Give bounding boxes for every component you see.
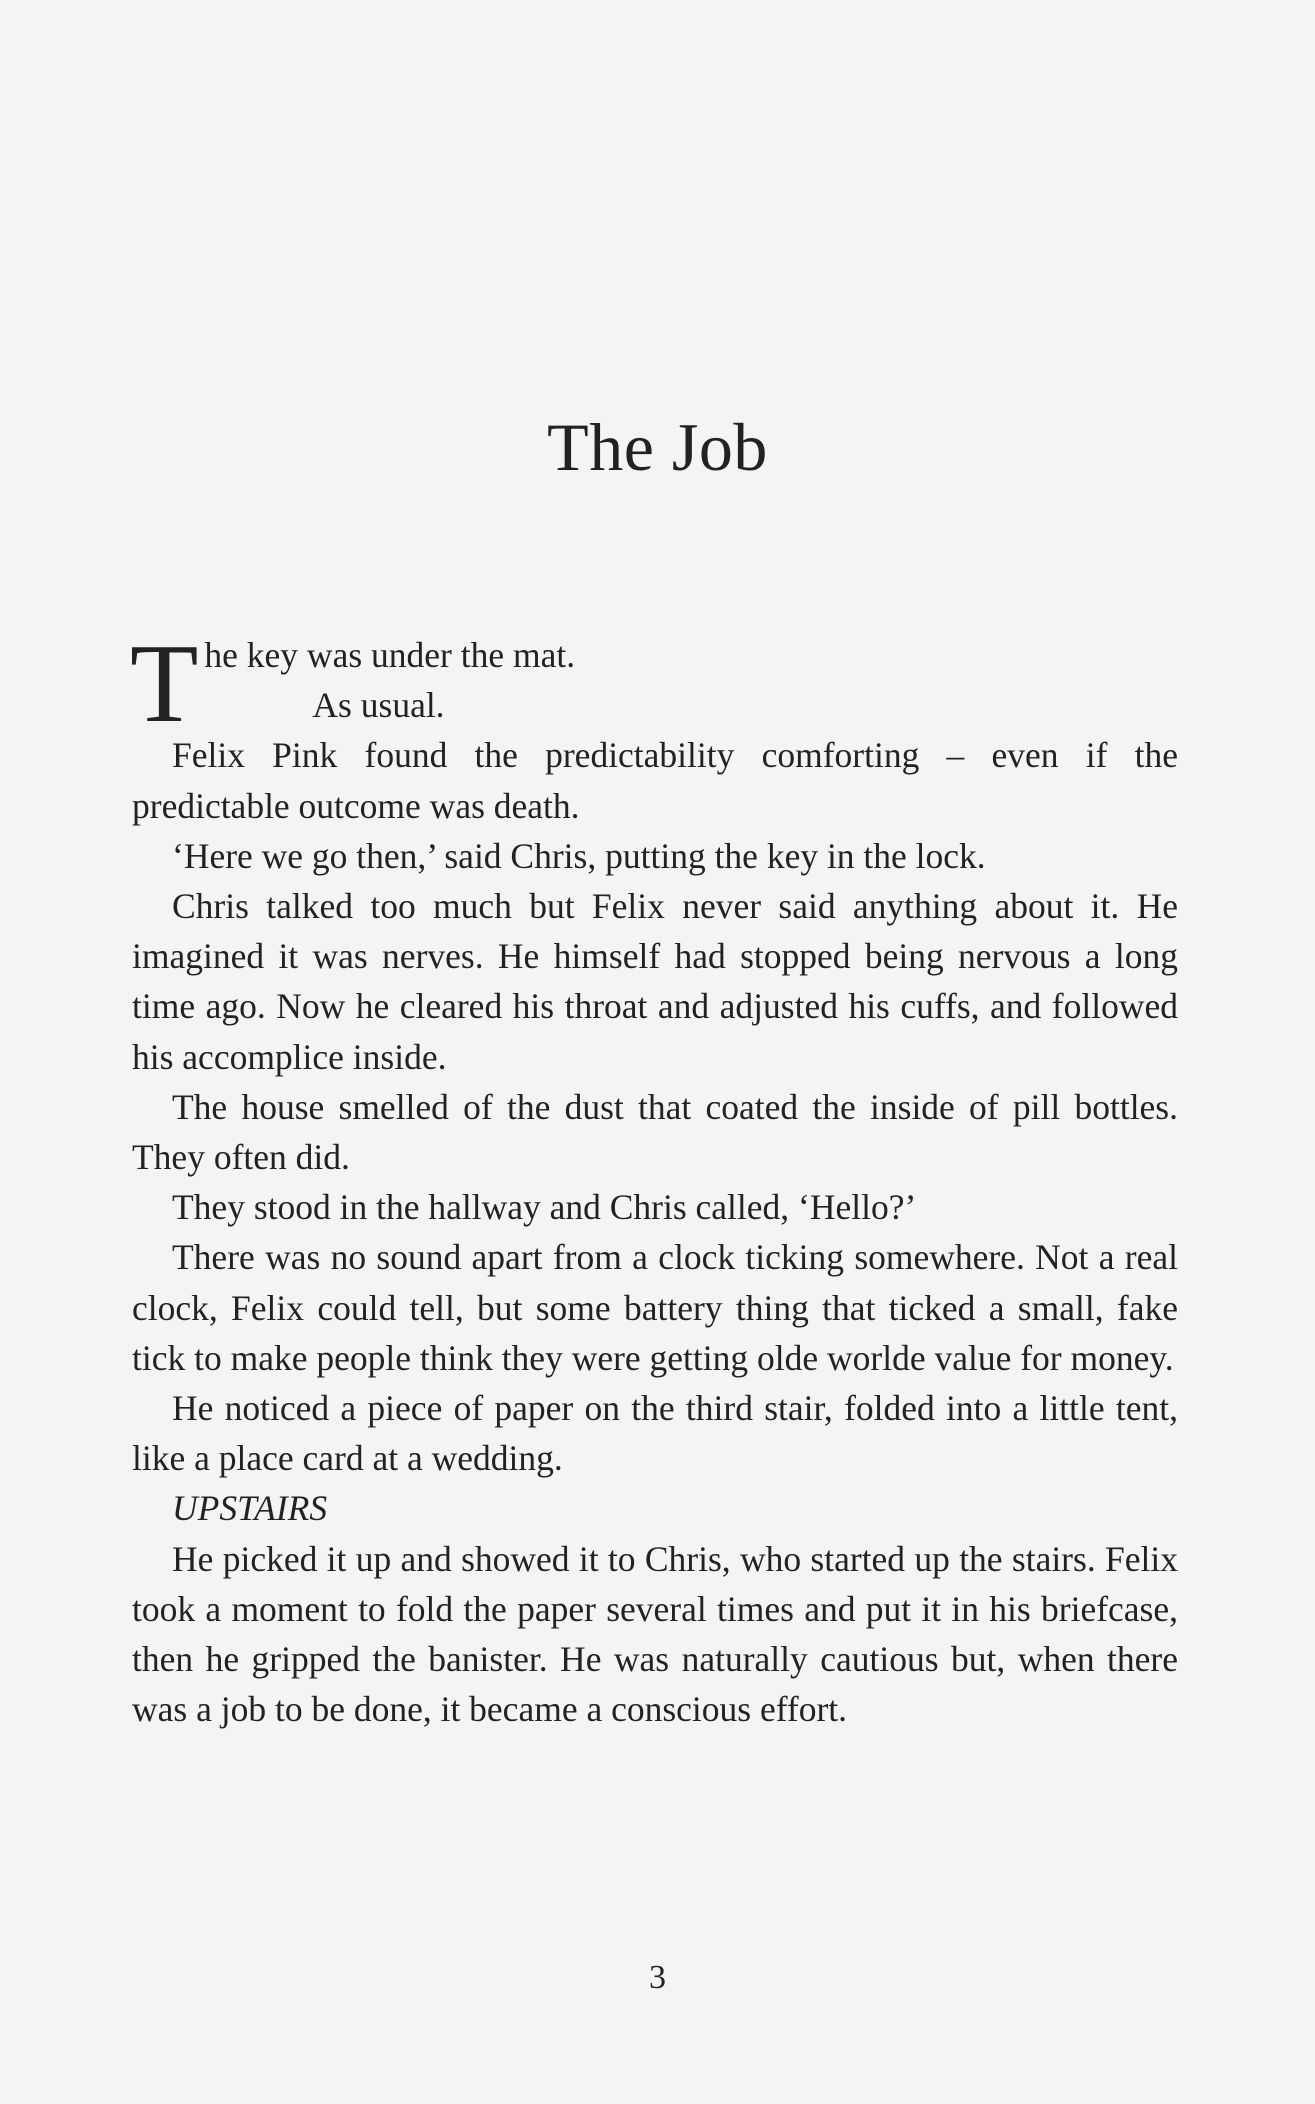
page-number: 3 xyxy=(649,1959,666,1996)
drop-cap: T xyxy=(130,622,199,746)
paragraph-9: He noticed a piece of paper on the third stair, folded into a little tent, like a place card at a wedding. xyxy=(132,1388,1178,1479)
paragraph-3: Felix Pink found the predictability comforting – even if the predictable outcome was death. xyxy=(132,735,1178,826)
chapter-title: The Job xyxy=(547,409,768,485)
paragraph-1-text: he key was under the mat. xyxy=(204,635,576,675)
paragraph-2: As usual. xyxy=(312,685,445,726)
paragraph-5: Chris talked too much but Felix never said anything about it. He imagined it was nerves. He himself had stopped being nervous a long time ago. Now he cleared his throat and adjusted his cuffs, and followed his accomplice inside. xyxy=(132,886,1178,1077)
paragraph-6: The house smelled of the dust that coated the inside of pill bottles. They often did. xyxy=(132,1086,1178,1178)
paragraph-8: There was no sound apart from a clock ticking somewhere. Not a real clock, Felix could tell, but some battery thing that ticked a small, fake tick to make people think they were getting olde worlde value for money. xyxy=(132,1237,1178,1378)
paragraph-7: They stood in the hallway and Chris called, ‘Hello?’ xyxy=(172,1187,917,1228)
paragraph-11: He picked it up and showed it to Chris, who started up the stairs. Felix took a moment to fold the paper several times and put it in his briefcase, then he gripped the banister. He was naturally cautious but, when there was a job to be done, it became a conscious effort. xyxy=(132,1538,1178,1730)
paragraph-4: ‘Here we go then,’ said Chris, putting the key in the lock. xyxy=(172,835,986,876)
chapter-body xyxy=(130,622,1178,1734)
paragraph-10-note: UPSTAIRS xyxy=(172,1488,328,1529)
